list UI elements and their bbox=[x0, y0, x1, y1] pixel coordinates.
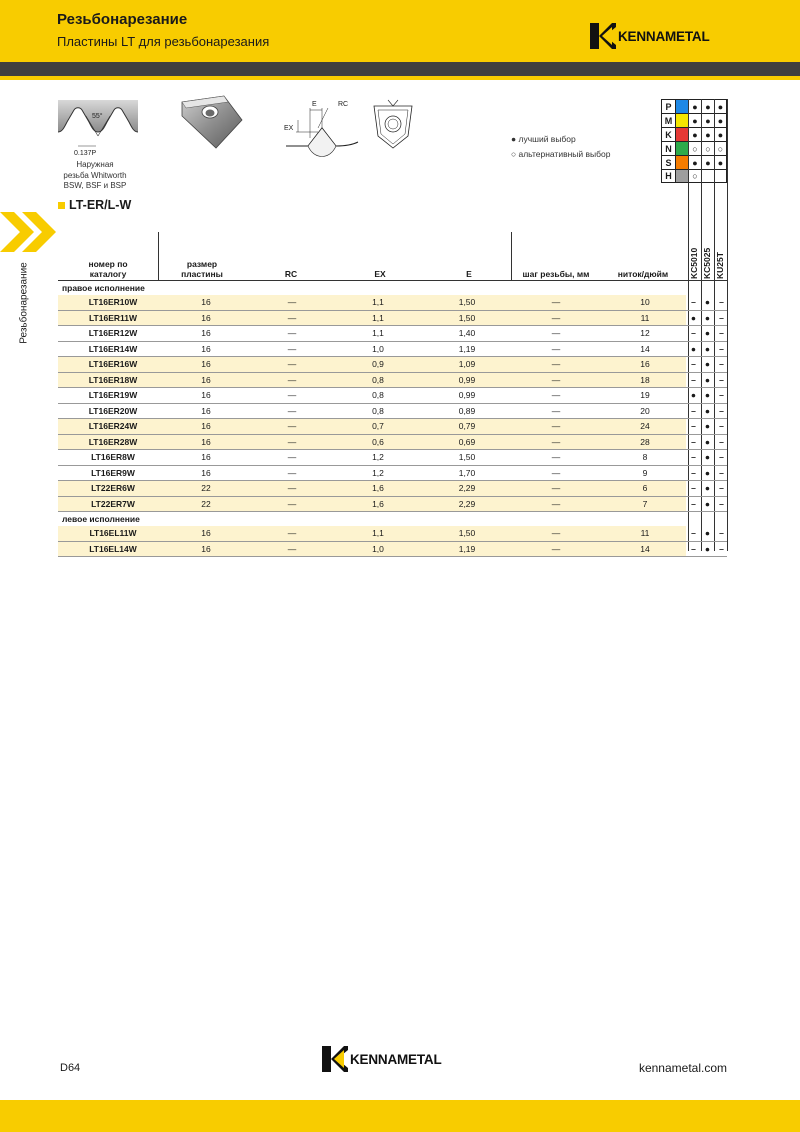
header-pitch: шаг резьбы, мм bbox=[522, 269, 590, 279]
ex-cell: 1,1 bbox=[372, 312, 384, 323]
ex-cell: 1,2 bbox=[372, 467, 384, 478]
insert-image bbox=[176, 94, 246, 150]
iso-letter: K bbox=[661, 127, 675, 141]
ex-cell: 1,1 bbox=[372, 297, 384, 307]
page-subtitle: Пластины LT для резьбонарезания bbox=[57, 34, 270, 49]
insert-size-cell: 16 bbox=[201, 467, 211, 478]
pitch-cell: — bbox=[551, 483, 561, 493]
grade-mark-cell: ● bbox=[704, 405, 711, 416]
iso-grade-mark: ● bbox=[688, 127, 701, 141]
catalog-number-cell: LT16ER14W bbox=[88, 343, 138, 354]
iso-letter: N bbox=[661, 141, 675, 155]
thread-profile-illustration bbox=[58, 98, 138, 158]
grade-mark-cell: – bbox=[719, 405, 724, 416]
catalog-number-cell: LT16EL11W bbox=[89, 528, 137, 538]
iso-color-swatch bbox=[675, 155, 688, 169]
grade-legend bbox=[511, 132, 610, 162]
e-cell: 1,50 bbox=[458, 312, 476, 323]
table-row bbox=[58, 404, 727, 420]
grade-mark-cell: – bbox=[691, 374, 696, 385]
header-yellow-stripe bbox=[0, 76, 800, 80]
kennametal-footer-logo bbox=[322, 1046, 442, 1072]
side-chevron-icon bbox=[0, 212, 60, 252]
grade-mark-cell: ● bbox=[704, 543, 711, 554]
tpi-cell: 12 bbox=[640, 328, 650, 338]
iso-color-swatch bbox=[675, 141, 688, 155]
tpi-cell: 20 bbox=[640, 405, 650, 416]
grade-mark-cell: – bbox=[719, 543, 724, 554]
iso-letter: H bbox=[661, 169, 675, 183]
tpi-cell: 14 bbox=[640, 543, 650, 554]
grade-mark-cell: – bbox=[719, 483, 724, 493]
iso-row-s bbox=[661, 155, 727, 169]
iso-color-swatch bbox=[675, 99, 688, 113]
rc-cell: — bbox=[287, 452, 297, 462]
catalog-number-cell: LT16ER16W bbox=[88, 359, 138, 369]
insert-size-cell: 16 bbox=[201, 343, 211, 354]
pitch-cell: — bbox=[551, 467, 561, 478]
grade-mark-cell: ● bbox=[704, 452, 711, 462]
table-row bbox=[58, 481, 727, 497]
header-rc: RC bbox=[284, 269, 298, 279]
insert-size-cell: 16 bbox=[201, 374, 211, 385]
e-cell: 1,70 bbox=[458, 467, 476, 478]
grade-mark-cell: – bbox=[719, 467, 724, 478]
iso-grade-mark: ● bbox=[714, 99, 727, 113]
grade-mark-cell: ● bbox=[704, 328, 711, 338]
insert-size-cell: 16 bbox=[201, 452, 211, 462]
rc-cell: — bbox=[287, 297, 297, 307]
grade-mark-cell: ● bbox=[704, 467, 711, 478]
pitch-cell: — bbox=[551, 452, 561, 462]
insert-size-cell: 16 bbox=[201, 390, 211, 400]
yellow-square-icon bbox=[58, 202, 65, 209]
grade-mark-cell: ● bbox=[704, 483, 711, 493]
group-label: правое исполнение bbox=[62, 283, 145, 293]
grade-mark-cell: ● bbox=[704, 312, 711, 323]
iso-row-k bbox=[661, 127, 727, 141]
pitch-cell: — bbox=[551, 498, 561, 509]
insert-size-cell: 22 bbox=[201, 498, 211, 509]
ex-cell: 0,8 bbox=[372, 390, 384, 400]
ex-cell: 0,9 bbox=[372, 359, 384, 369]
iso-grade-mark: ● bbox=[714, 127, 727, 141]
pitch-cell: — bbox=[551, 343, 561, 354]
grade-mark-cell: – bbox=[719, 374, 724, 385]
rc-cell: — bbox=[287, 498, 297, 509]
rc-cell: — bbox=[287, 343, 297, 354]
grade-header-kc5010: KC5010 bbox=[689, 247, 699, 279]
grade-mark-cell: – bbox=[691, 436, 696, 447]
rc-cell: — bbox=[287, 328, 297, 338]
tpi-cell: 10 bbox=[640, 297, 650, 307]
iso-grade-mark bbox=[714, 169, 727, 183]
tpi-cell: 7 bbox=[642, 498, 648, 509]
ex-cell: 1,1 bbox=[372, 528, 384, 538]
grade-mark-cell: ● bbox=[704, 528, 711, 538]
insert-top-view bbox=[368, 98, 418, 150]
section-title: LT-ER/L-W bbox=[58, 198, 131, 212]
rc-cell: — bbox=[287, 405, 297, 416]
iso-grade-mark: ● bbox=[701, 113, 714, 127]
iso-grade-mark: ○ bbox=[714, 141, 727, 155]
iso-grade-mark: ● bbox=[701, 155, 714, 169]
grade-mark-cell: – bbox=[719, 528, 724, 538]
header-divider bbox=[158, 232, 159, 280]
table-row bbox=[58, 373, 727, 389]
header-tpi: ниток/дюйм bbox=[617, 269, 669, 279]
tpi-cell: 18 bbox=[640, 374, 650, 385]
grade-mark-cell: ● bbox=[690, 343, 697, 354]
tpi-cell: 9 bbox=[642, 467, 648, 478]
table-row bbox=[58, 311, 727, 327]
catalog-number-cell: LT16ER28W bbox=[88, 436, 138, 447]
insert-size-cell: 16 bbox=[201, 421, 211, 431]
rc-cell: — bbox=[287, 374, 297, 385]
rc-cell: — bbox=[287, 359, 297, 369]
tpi-cell: 6 bbox=[642, 483, 648, 493]
grade-mark-cell: ● bbox=[690, 390, 697, 400]
rc-cell: — bbox=[287, 312, 297, 323]
iso-letter: M bbox=[661, 113, 675, 127]
legend-best: ● лучший выбор bbox=[511, 134, 576, 144]
ex-cell: 1,0 bbox=[372, 543, 384, 554]
table-row bbox=[58, 295, 727, 311]
iso-row-p bbox=[661, 99, 727, 113]
header-e: E bbox=[466, 269, 472, 279]
iso-color-swatch bbox=[675, 127, 688, 141]
pitch-cell: — bbox=[551, 297, 561, 307]
ex-cell: 0,8 bbox=[372, 405, 384, 416]
grade-mark-cell: ● bbox=[704, 436, 711, 447]
page-title: Резьбонарезание bbox=[57, 11, 188, 28]
kennametal-k-icon bbox=[322, 1046, 348, 1072]
rc-cell: — bbox=[287, 467, 297, 478]
dim-ex-label: EX bbox=[284, 125, 294, 132]
tpi-cell: 8 bbox=[642, 452, 648, 462]
ex-cell: 1,0 bbox=[372, 343, 384, 354]
grade-mark-cell: – bbox=[719, 328, 724, 338]
footer-band bbox=[0, 1100, 800, 1132]
website-link[interactable]: kennametal.com bbox=[638, 1061, 727, 1075]
ex-cell: 0,6 bbox=[372, 436, 384, 447]
tpi-cell: 24 bbox=[640, 421, 650, 431]
grade-header-kc5025: KC5025 bbox=[702, 247, 712, 279]
grade-mark-cell: – bbox=[719, 359, 724, 369]
e-cell: 0,89 bbox=[458, 405, 476, 416]
tpi-cell: 28 bbox=[640, 436, 650, 447]
header-rule bbox=[58, 280, 727, 281]
header-dark-band bbox=[0, 62, 800, 76]
pitch-cell: — bbox=[551, 528, 561, 538]
e-cell: 1,50 bbox=[458, 452, 476, 462]
insert-size-cell: 16 bbox=[201, 436, 211, 447]
row-rule bbox=[58, 556, 727, 557]
group-label: левое исполнение bbox=[62, 514, 140, 524]
e-cell: 0,99 bbox=[458, 374, 476, 385]
grade-mark-cell: ● bbox=[704, 374, 711, 385]
rc-cell: — bbox=[287, 421, 297, 431]
pitch-cell: — bbox=[551, 421, 561, 431]
catalog-number-cell: LT16ER19W bbox=[88, 390, 138, 400]
table-row bbox=[58, 497, 727, 513]
grade-mark-cell: – bbox=[691, 528, 696, 538]
table-row bbox=[58, 342, 727, 358]
thread-pitch-note: 0.137P bbox=[74, 150, 97, 157]
grade-mark-cell: – bbox=[691, 467, 696, 478]
grade-mark-cell: – bbox=[719, 312, 724, 323]
legend-alternative: ○ альтернативный выбор bbox=[511, 149, 611, 159]
grade-mark-cell: – bbox=[719, 452, 724, 462]
rc-cell: — bbox=[287, 483, 297, 493]
kennametal-wordmark: KENNAMETAL bbox=[618, 28, 710, 44]
kennametal-k-icon bbox=[590, 23, 616, 49]
dimension-drawing bbox=[284, 98, 360, 164]
insert-size-cell: 16 bbox=[201, 312, 211, 323]
iso-material-grid bbox=[661, 99, 727, 183]
e-cell: 1,19 bbox=[458, 543, 476, 554]
grade-mark-cell: ● bbox=[704, 297, 711, 307]
grade-mark-cell: – bbox=[719, 498, 724, 509]
side-tab-text: Резьбонарезание bbox=[18, 262, 30, 344]
grade-mark-cell: – bbox=[691, 297, 696, 307]
catalog-number-cell: LT16ER9W bbox=[91, 467, 135, 478]
table-row bbox=[58, 526, 727, 542]
grade-header-ku25t: KU25T bbox=[715, 252, 725, 279]
iso-grade-mark: ● bbox=[714, 113, 727, 127]
header-catalog-number: номер по каталогу bbox=[88, 259, 128, 279]
ex-cell: 1,1 bbox=[372, 328, 384, 338]
grade-mark-cell: – bbox=[719, 421, 724, 431]
grade-mark-cell: – bbox=[719, 436, 724, 447]
iso-grade-mark bbox=[701, 169, 714, 183]
header-insert-size: размер пластины bbox=[181, 259, 223, 279]
insert-size-cell: 16 bbox=[201, 528, 211, 538]
grade-mark-cell: – bbox=[691, 405, 696, 416]
thread-caption: Наружная резьба Whitworth BSW, BSF и BSP bbox=[63, 160, 127, 190]
ex-cell: 0,8 bbox=[372, 374, 384, 385]
side-tab-label bbox=[16, 258, 32, 348]
e-cell: 1,19 bbox=[458, 343, 476, 354]
catalog-number-cell: LT16EL14W bbox=[89, 543, 137, 554]
pitch-cell: — bbox=[551, 328, 561, 338]
e-cell: 1,40 bbox=[458, 328, 476, 338]
tpi-cell: 19 bbox=[640, 390, 650, 400]
insert-size-cell: 16 bbox=[201, 328, 211, 338]
e-cell: 1,50 bbox=[458, 528, 476, 538]
catalog-number-cell: LT22ER7W bbox=[91, 498, 135, 509]
dim-e-label: E bbox=[312, 101, 317, 108]
grade-mark-cell: – bbox=[719, 297, 724, 307]
catalog-number-cell: LT22ER6W bbox=[91, 483, 135, 493]
iso-letter: S bbox=[661, 155, 675, 169]
table-row bbox=[58, 388, 727, 404]
grade-mark-cell: ● bbox=[704, 421, 711, 431]
ex-cell: 1,6 bbox=[372, 483, 384, 493]
grade-mark-cell: – bbox=[719, 343, 724, 354]
iso-grade-mark: ○ bbox=[688, 141, 701, 155]
e-cell: 0,69 bbox=[458, 436, 476, 447]
grade-mark-cell: – bbox=[691, 328, 696, 338]
page-header bbox=[0, 0, 800, 62]
pitch-cell: — bbox=[551, 405, 561, 416]
dim-rc-label: RC bbox=[338, 101, 349, 108]
ex-cell: 1,2 bbox=[372, 452, 384, 462]
grade-mark-cell: – bbox=[691, 543, 696, 554]
iso-letter: P bbox=[661, 99, 675, 113]
iso-grade-mark: ○ bbox=[701, 141, 714, 155]
kennametal-logo bbox=[590, 23, 710, 49]
insert-size-cell: 16 bbox=[201, 543, 211, 554]
grade-mark-cell: – bbox=[691, 498, 696, 509]
catalog-number-cell: LT16ER12W bbox=[88, 328, 138, 338]
insert-size-cell: 16 bbox=[201, 359, 211, 369]
ex-cell: 0,7 bbox=[372, 421, 384, 431]
iso-grade-mark: ● bbox=[688, 99, 701, 113]
grade-mark-cell: – bbox=[691, 452, 696, 462]
pitch-cell: — bbox=[551, 390, 561, 400]
grade-mark-cell: ● bbox=[704, 498, 711, 509]
rc-cell: — bbox=[287, 543, 297, 554]
thread-angle-label: 55° bbox=[92, 113, 103, 120]
table-row bbox=[58, 435, 727, 451]
table-row bbox=[58, 326, 727, 342]
tpi-cell: 11 bbox=[640, 312, 650, 323]
table-row bbox=[58, 450, 727, 466]
e-cell: 1,09 bbox=[458, 359, 476, 369]
insert-size-cell: 16 bbox=[201, 297, 211, 307]
page-number: D64 bbox=[60, 1062, 81, 1074]
iso-row-n bbox=[661, 141, 727, 155]
iso-grade-mark: ● bbox=[701, 99, 714, 113]
e-cell: 1,50 bbox=[458, 297, 476, 307]
pitch-cell: — bbox=[551, 436, 561, 447]
table-row bbox=[58, 466, 727, 482]
header-ex: EX bbox=[374, 269, 386, 279]
rc-cell: — bbox=[287, 436, 297, 447]
catalog-number-cell: LT16ER10W bbox=[88, 297, 138, 307]
tpi-cell: 14 bbox=[640, 343, 650, 354]
grade-mark-cell: – bbox=[691, 359, 696, 369]
e-cell: 0,99 bbox=[458, 390, 476, 400]
rc-cell: — bbox=[287, 528, 297, 538]
iso-row-m bbox=[661, 113, 727, 127]
e-cell: 2,29 bbox=[458, 483, 476, 493]
grade-mark-cell: ● bbox=[704, 359, 711, 369]
e-cell: 2,29 bbox=[458, 498, 476, 509]
row-rule bbox=[58, 511, 727, 512]
iso-color-swatch bbox=[675, 169, 688, 183]
catalog-number-cell: LT16ER20W bbox=[88, 405, 138, 416]
kennametal-wordmark: KENNAMETAL bbox=[350, 1051, 442, 1067]
iso-grade-mark: ● bbox=[688, 155, 701, 169]
grade-mark-cell: ● bbox=[704, 390, 711, 400]
pitch-cell: — bbox=[551, 312, 561, 323]
grade-mark-cell: – bbox=[719, 390, 724, 400]
catalog-number-cell: LT16ER24W bbox=[88, 421, 138, 431]
iso-grade-mark: ● bbox=[714, 155, 727, 169]
catalog-number-cell: LT16ER11W bbox=[88, 312, 138, 323]
rc-cell: — bbox=[287, 390, 297, 400]
pitch-cell: — bbox=[551, 359, 561, 369]
table-row bbox=[58, 357, 727, 373]
insert-size-cell: 22 bbox=[201, 483, 211, 493]
iso-row-h bbox=[661, 169, 727, 183]
tpi-cell: 16 bbox=[640, 359, 650, 369]
iso-color-swatch bbox=[675, 113, 688, 127]
table-row bbox=[58, 419, 727, 435]
ex-cell: 1,6 bbox=[372, 498, 384, 509]
pitch-cell: — bbox=[551, 374, 561, 385]
grade-mark-cell: ● bbox=[704, 343, 711, 354]
tpi-cell: 11 bbox=[640, 528, 650, 538]
iso-grade-mark: ● bbox=[701, 127, 714, 141]
insert-size-cell: 16 bbox=[201, 405, 211, 416]
table-row bbox=[58, 542, 727, 558]
iso-grade-mark: ○ bbox=[688, 169, 701, 183]
grade-mark-cell: ● bbox=[690, 312, 697, 323]
iso-grade-mark: ● bbox=[688, 113, 701, 127]
header-divider bbox=[511, 232, 512, 280]
pitch-cell: — bbox=[551, 543, 561, 554]
catalog-number-cell: LT16ER18W bbox=[88, 374, 138, 385]
grade-mark-cell: – bbox=[691, 421, 696, 431]
catalog-number-cell: LT16ER8W bbox=[91, 452, 135, 462]
e-cell: 0,79 bbox=[458, 421, 476, 431]
grade-mark-cell: – bbox=[691, 483, 696, 493]
